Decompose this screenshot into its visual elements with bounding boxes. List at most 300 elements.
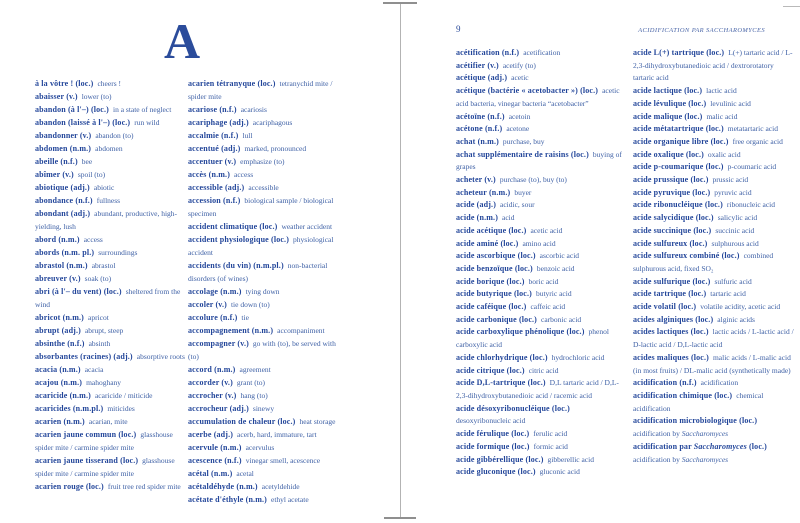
entry-translation: acetic acid bacteria, vinegar bacteria “acetobacter” [456,86,620,108]
entry-translation: acetic acid [530,225,563,235]
dictionary-entry [456,325,628,350]
dictionary-entry [456,402,628,427]
dictionary-entry [456,262,628,275]
dictionary-entry [188,388,346,401]
dictionary-entry [35,349,187,362]
dictionary-entry [456,351,628,364]
entry-headword: acariose (n.f.) [188,105,237,114]
entry-headword: acarien rouge (loc.) [35,482,104,491]
entry-translation: emphasize (to) [240,157,285,166]
entry-headword: achat (n.m.) [456,136,499,146]
entry-headword: acide aminé (loc.) [456,238,519,248]
dictionary-entry [633,389,795,414]
dictionary-entry [188,440,346,453]
entry-translation: ferulic acid [533,429,568,439]
entry-headword: acerbe (adj.) [188,430,234,439]
entry-headword: absinthe (n.f.) [35,339,85,348]
entry-translation: tetranychid mite / spider mite [188,79,333,101]
dictionary-entry [35,193,187,206]
entry-translation: ribonucleic acid [726,200,776,210]
entry-translation: acetal [236,469,254,478]
entry-translation: run wild [134,118,160,127]
dictionary-entry [188,180,346,193]
entry-headword: abandon (à l'–) (loc.) [35,105,109,114]
dictionary-entry [188,167,346,180]
dictionary-entry [35,388,187,401]
entry-translation: grant (to) [236,378,266,387]
entry-headword: accumulation de chaleur (loc.) [188,417,296,426]
entry-headword: accompagner (v.) [188,339,249,348]
entry-headword: acide sulfurique (loc.) [633,276,711,286]
entry-headword: acidification chimique (loc.) [633,390,733,400]
entry-translation: lactic acids / L-lactic acid / D-lactic acid / D,L-lactic acid [633,327,794,350]
dictionary-entry [188,297,346,310]
dictionary-entry [633,160,795,173]
entry-headword: acide désoxyribonucléique (loc.) [456,403,570,413]
entry-headword: acide prussique (loc.) [633,175,709,185]
dictionary-entry [633,313,795,326]
entry-headword: acide salycidique (loc.) [633,213,714,223]
dictionary-entry [188,76,346,102]
entry-translation: spoil (to) [77,170,106,179]
entry-headword: accès (n.m.) [188,170,231,179]
dictionary-entry [456,186,628,199]
entry-headword: abandonner (v.) [35,131,92,140]
entry-headword: acarien jaune tisserand (loc.) [35,456,139,465]
dictionary-entry [35,258,187,271]
entry-headword: acariphage (adj.) [188,118,249,127]
entry-headword: acide gluconique (loc.) [456,467,536,477]
entry-headword: acide p-coumarique (loc.) [633,162,724,172]
entry-headword: abandon (laissé à l'–) (loc.) [35,118,131,127]
crop-mark-bottom-center [384,517,416,519]
entry-translation: accessible [248,183,279,192]
entry-translation: heat storage [299,417,336,426]
entry-translation: purchase, buy [502,136,545,146]
dictionary-entry [188,492,346,505]
dictionary-entry [35,76,187,89]
dictionary-entry [188,141,346,154]
dictionary-entry [35,115,187,128]
dictionary-entry [188,128,346,141]
dictionary-entry [35,284,187,310]
left-page-column-1 [35,76,187,492]
entry-headword: abdomen (n.m.) [35,144,92,153]
entry-translation: abdomen [95,144,123,153]
entry-headword: accompagnement (n.m.) [188,326,274,335]
dictionary-entry [633,249,795,274]
entry-headword: acide formique (loc.) [456,441,530,451]
entry-translation: alginic acids [717,314,755,324]
left-page-column-2 [188,76,346,505]
entry-translation: access [83,235,103,244]
entry-headword: acide acétique (loc.) [456,225,527,235]
entry-headword: acide citrique (loc.) [456,365,525,375]
dictionary-entry [456,237,628,250]
entry-translation: D,L tartaric acid / D,L-2,3-dihydroxybutanedioic acid / racemic acid [456,378,619,400]
entry-translation: glasshouse spider mite / carmine spider mite [35,430,173,452]
dictionary-entry [633,224,795,237]
entry-translation: acarian, mite [88,417,128,426]
entry-translation: in a state of neglect [112,105,172,114]
entry-translation: acetic [511,73,529,83]
entry-headword: acide métatartrique (loc.) [633,124,724,134]
entry-headword: accentuer (v.) [188,157,237,166]
entry-headword: accolage (n.m.) [188,287,242,296]
entry-translation: physiological accident [188,235,334,257]
entry-headword: acide (n.m.) [456,213,499,223]
dictionary-entry [35,323,187,336]
entry-headword: acides lactiques (loc.) [633,327,709,337]
dictionary-entry [456,84,628,109]
entry-translation: hydrochloric acid [551,352,605,362]
entry-headword: achat supplémentaire de raisins (loc.) [456,149,589,159]
entry-headword: abreuver (v.) [35,274,81,283]
entry-translation: tie [241,313,249,322]
dictionary-entry [35,232,187,245]
entry-headword: accord (n.m.) [188,365,236,374]
dictionary-entry [456,453,628,466]
entry-headword: acide chlorhydrique (loc.) [456,352,548,362]
entry-translation: pyruvic acid [714,187,752,197]
entry-translation: fruit tree red spider mite [107,482,181,491]
entry-headword: accessible (adj.) [188,183,245,192]
dictionary-entry [456,427,628,440]
entry-headword: acide succinique (loc.) [633,225,712,235]
entry-headword: abondant (adj.) [35,209,91,218]
dictionary-entry [35,271,187,284]
dictionary-entry [188,115,346,128]
dictionary-entry [188,219,346,232]
entry-translation: formic acid [533,441,568,451]
entry-headword: acidification (n.f.) [633,378,697,388]
page-divider-line [400,2,401,518]
entry-headword: accentué (adj.) [188,144,241,153]
dictionary-entry [633,110,795,123]
dictionary-entry [456,211,628,224]
dictionary-entry [456,249,628,262]
entry-translation: absinth [88,339,111,348]
entry-translation: citric acid [528,365,559,375]
entry-translation: access [234,170,254,179]
right-page-column-1 [456,46,628,478]
dictionary-entry [456,313,628,326]
page-number: 9 [456,24,461,34]
dictionary-entry [456,465,628,478]
entry-translation: malic acids / L-malic acid (in most fruits) / DL-malic acid (synthetically made) [633,352,791,375]
entry-translation: carbonic acid [541,314,582,324]
dictionary-entry [633,440,795,465]
dictionary-entry [456,135,628,148]
entry-translation: weather accident [281,222,333,231]
entry-headword: accident climatique (loc.) [188,222,278,231]
entry-headword: abeille (n.f.) [35,157,78,166]
entry-translation: benzoic acid [536,263,575,273]
entry-headword: abord (n.m.) [35,235,80,244]
dictionary-entry [35,206,187,232]
entry-headword: acide ribonucléique (loc.) [633,200,723,210]
entry-headword: acide D,L-tartrique (loc.) [456,378,546,388]
entry-translation: glasshouse spider mite / carmine spider mite [35,456,175,478]
entry-headword: acheter (v.) [456,175,496,185]
entry-translation: acetification [523,48,561,57]
entry-headword: accident physiologique (loc.) [188,235,290,244]
entry-headword: acide malique (loc.) [633,111,703,121]
dictionary-entry [35,310,187,323]
dictionary-entry [633,46,795,84]
entry-translation: abiotic [93,183,115,192]
dictionary-entry [35,128,187,141]
dictionary-entry [633,97,795,110]
entry-headword: abricot (n.m.) [35,313,84,322]
entry-headword: acarien (n.m.) [35,417,85,426]
dictionary-entry [35,141,187,154]
entry-headword: abaisser (v.) [35,92,78,101]
entry-headword: acide carbonique (loc.) [456,314,537,324]
dictionary-entry [188,375,346,388]
entry-headword: acide L(+) tartrique (loc.) [633,48,725,57]
entry-translation: ethyl acetate [270,495,309,504]
dictionary-entry [456,71,628,84]
entry-headword: acide benzoïque (loc.) [456,263,533,273]
entry-translation: acerb, hard, immature, tart [237,430,317,439]
entry-translation: oxalic acid [707,149,741,159]
entry-translation: vinegar smell, acescence [245,456,321,465]
entry-headword: acétone (n.f.) [456,124,503,134]
entry-translation: cheers ! [97,79,121,88]
section-letter: A [163,13,201,69]
entry-translation: surroundings [98,248,138,257]
entry-translation: p-coumaric acid [727,162,777,172]
dictionary-entry [35,375,187,388]
entry-headword: acide férulique (loc.) [456,429,530,439]
entry-headword: accession (n.f.) [188,196,241,205]
crop-mark-top-center [383,2,417,4]
entry-headword: acide (adj.) [456,200,497,210]
entry-headword: abords (n.m. pl.) [35,248,95,257]
entry-translation: sheltered from the wind [35,287,181,309]
entry-translation: malic acid [706,111,738,121]
entry-translation: apricot [87,313,109,322]
dictionary-entry [456,376,628,401]
entry-headword: acide butyrique (loc.) [456,289,532,299]
entry-translation: combined sulphurous acid, fixed SO₂ [633,251,774,273]
entry-headword: accidents (du vin) (n.m.pl.) [188,261,284,270]
entry-translation: bee [81,157,93,166]
entry-translation: succinic acid [715,225,755,235]
entry-translation: biological sample / biological specimen [188,196,334,218]
dictionary-entry [188,401,346,414]
entry-translation: accompaniment [277,326,325,335]
dictionary-entry [35,154,187,167]
dictionary-entry [188,284,346,297]
entry-translation: acariphagous [252,118,293,127]
entry-translation: agreement [239,365,271,374]
dictionary-entry [456,275,628,288]
entry-headword: accrocher (v.) [188,391,237,400]
entry-headword: acarien jaune commun (loc.) [35,430,137,439]
entry-translation: acetyldehide [261,482,300,491]
dictionary-entry [633,84,795,97]
entry-translation: caffeic acid [530,302,566,312]
entry-translation: purchase (to), buy (to) [499,175,567,185]
entry-translation: metatartaric acid [727,124,778,134]
entry-headword: acétification (n.f.) [456,48,520,57]
entry-translation: volatile acidity, acetic acid [700,302,781,312]
entry-translation: acid [502,213,515,223]
dictionary-entry [35,336,187,349]
dictionary-entry [188,427,346,440]
dictionary-entry [188,310,346,323]
dictionary-entry [456,110,628,123]
entry-translation: absorptive roots [136,352,185,361]
entry-translation: sulphurous acid [711,238,759,248]
entry-headword: abîmer (v.) [35,170,74,179]
entry-headword: acescence (n.f.) [188,456,242,465]
dictionary-entry [456,148,628,173]
entry-translation: fullness [96,196,121,205]
entry-translation: acidification by Saccharomyces [633,454,729,464]
dictionary-entry [456,287,628,300]
dictionary-entry [456,122,628,135]
dictionary-entry [633,122,795,135]
entry-headword: acide lévulique (loc.) [633,98,707,108]
entry-translation: acidification by Saccharomyces [633,429,729,439]
entry-headword: acaricides (n.m.pl.) [35,404,104,413]
dictionary-entry [35,414,187,427]
entry-translation: hang (to) [240,391,268,400]
entry-translation: butyric acid [535,289,572,299]
entry-headword: acidification microbiologique (loc.) [633,416,758,426]
entry-translation: lactic acid [706,86,737,96]
entry-headword: acide caféique (loc.) [456,302,527,312]
entry-headword: abrupt (adj.) [35,326,81,335]
dictionary-entry [35,453,187,479]
entry-translation: tying down [245,287,280,296]
dictionary-entry [633,135,795,148]
entry-translation: acaricide / miticide [94,391,153,400]
entry-headword: acide gibbérellique (loc.) [456,454,544,464]
entry-headword: acheteur (n.m.) [456,187,511,197]
dictionary-entry [456,440,628,453]
dictionary-entry [633,148,795,161]
dictionary-entry [35,245,187,258]
entry-translation: prussic acid [712,175,749,185]
entry-translation: buying of grapes [456,149,622,172]
entry-translation: abrupt, steep [84,326,124,335]
entry-translation: L(+) tartaric acid / L-2,3-dihydroxybutanedioic acid / dextrorotatory tartaric acid [633,48,793,83]
entry-headword: accrocheur (adj.) [188,404,249,413]
dictionary-entry [633,414,795,439]
entry-translation: acidic, sour [500,200,535,210]
dictionary-entry [188,102,346,115]
entry-translation: sinewy [252,404,275,413]
dictionary-entry [188,232,346,258]
entry-headword: acétique (adj.) [456,73,508,83]
entry-translation: lower (to) [81,92,112,101]
entry-headword: acarien tétranyque (loc.) [188,79,276,88]
entry-headword: acide sulfureux combiné (loc.) [633,251,740,261]
entry-headword: acacia (n.m.) [35,365,81,374]
entry-translation: tartaric acid [710,289,746,299]
entry-translation: abrastol [91,261,116,270]
dictionary-entry [188,336,346,362]
entry-headword: acide volatil (loc.) [633,302,697,312]
entry-translation: go with (to), be served with (to) [188,339,336,361]
entry-translation: sulfuric acid [714,276,752,286]
dictionary-entry [35,167,187,180]
entry-translation: acetoin [508,111,531,121]
entry-translation: mahoghany [86,378,122,387]
entry-translation: gibberellic acid [547,454,594,464]
dictionary-entry [35,427,187,453]
entry-headword: acides maliques (loc.) [633,352,709,362]
entry-translation: boric acid [528,276,559,286]
entry-headword: accorder (v.) [188,378,233,387]
entry-translation: acacia [84,365,104,374]
entry-headword: acide borique (loc.) [456,276,525,286]
entry-headword: acide sulfureux (loc.) [633,238,708,248]
entry-headword: absorbantes (racines) (adj.) [35,352,133,361]
entry-translation: acetify (to) [502,60,536,70]
entry-headword: acides alginiques (loc.) [633,314,714,324]
dictionary-entry [35,180,187,193]
dictionary-entry [188,154,346,167]
entry-headword: acétate d'éthyle (n.m.) [188,495,267,504]
entry-translation: tie down (to) [230,300,270,309]
entry-headword: abrastol (n.m.) [35,261,88,270]
entry-translation: ascorbic acid [539,251,580,261]
entry-headword: acide lactique (loc.) [633,86,703,96]
entry-headword: acétique (bactérie « acetobacter ») (loc.) [456,86,599,96]
entry-translation: acetone [506,124,530,134]
entry-headword: abri (à l'– du vent) (loc.) [35,287,122,296]
dictionary-entry [456,364,628,377]
dictionary-entry [456,224,628,237]
crop-mark-top-right [783,6,800,7]
dictionary-entry [633,173,795,186]
entry-headword: acide organique libre (loc.) [633,136,729,146]
dictionary-entry [188,323,346,336]
entry-headword: acide oxalique (loc.) [633,149,704,159]
entry-headword: acide carboxylique phénolique (loc.) [456,327,585,337]
entry-translation: lull [242,131,253,140]
dictionary-entry [35,362,187,375]
entry-translation: marked, pronounced [244,144,307,153]
entry-headword: acétal (n.m.) [188,469,233,478]
entry-headword: acaricide (n.m.) [35,391,91,400]
entry-headword: à la vôtre ! (loc.) [35,79,94,88]
entry-headword: acétifier (v.) [456,60,499,70]
dictionary-entry [35,479,187,492]
dictionary-entry [633,351,795,376]
entry-translation: acervulus [245,443,275,452]
dictionary-entry [633,275,795,288]
dictionary-entry [456,46,628,59]
entry-headword: acétoïne (n.f.) [456,111,505,121]
entry-translation: chemical acidification [633,390,764,413]
dictionary-entry [456,198,628,211]
dictionary-entry [633,237,795,250]
right-page-column-2 [633,46,795,465]
running-head: ACIDIFICATION PAR SACCHAROMYCES [638,27,765,34]
dictionary-entry [456,173,628,186]
entry-translation: free organic acid [732,136,783,146]
entry-headword: abondance (n.f.) [35,196,93,205]
dictionary-entry [456,59,628,72]
entry-translation: acariosis [240,105,267,114]
entry-translation: desoxyribonucleic acid [456,416,526,426]
